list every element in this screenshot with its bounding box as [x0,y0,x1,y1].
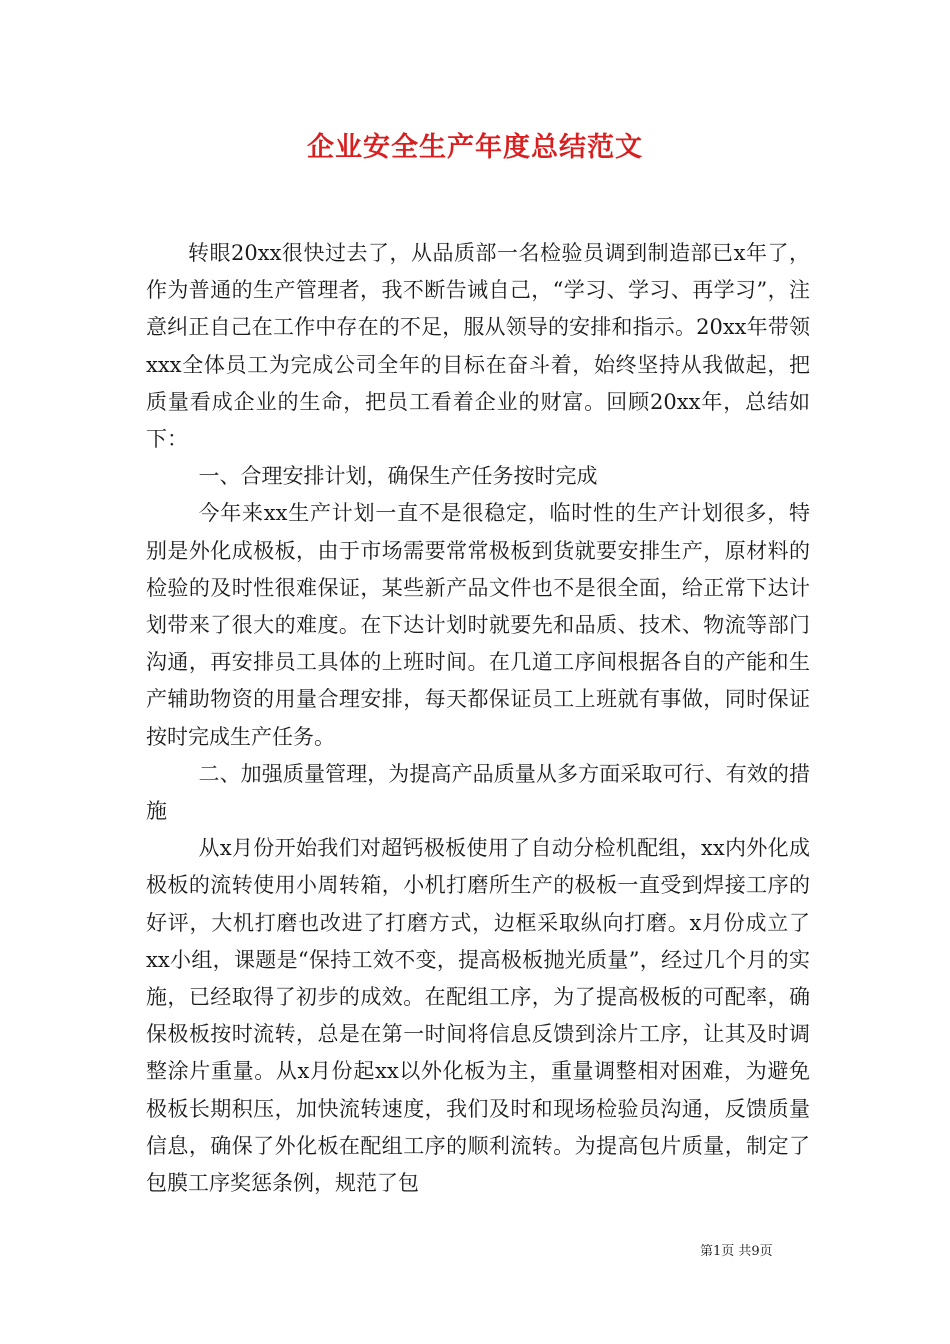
page-number: 第1页 共9页 [700,1244,773,1259]
section-heading-1: 一、合理安排计划，确保生产任务按时完成 [198,464,598,489]
paragraph-intro: 转眼20xx很快过去了，从品质部一名检验员调到制造部已x年了，作为普通的生产管理者，我不断告诫自己，“学习、学习、再学习”，注意纠正自己在工作中存在的不足，服从领导的安排和指示。20xx年带领xxx全体员工为完成公司全年的目标在奋斗着，始终坚持从我做起，把质量看成企业的生命，把员工看着企业的财富。回顾20xx年，总结如下： [146,241,810,452]
document-body [146,235,810,1202]
paragraph-section-1: 今年来xx生产计划一直不是很稳定，临时性的生产计划很多，特别是外化成极板，由于市场需要常常极板到货就要安排生产，原材料的检验的及时性很难保证，某些新产品文件也不是很全面，给正常下达计划带来了很大的难度。在下达计划时就要先和品质、技术、物流等部门沟通，再安排员工具体的上班时间。在几道工序间根据各自的产能和生产辅助物资的用量合理安排，每天都保证员工上班就有事做，同时保证按时完成生产任务。 [146,501,810,749]
paragraph-section-2: 从x月份开始我们对超钙极板使用了自动分检机配组，xx内外化成极板的流转使用小周转箱，小机打磨所生产的极板一直受到焊接工序的好评，大机打磨也改进了打磨方式，边框采取纵向打磨。x月份成立了xx小组，课题是“保持工效不变，提高极板抛光质量”，经过几个月的实施，已经取得了初步的成效。在配组工序，为了提高极板的可配率，确保极板按时流转，总是在第一时间将信息反馈到涂片工序，让其及时调整涂片重量。从x月份起xx以外化板为主，重量调整相对困难，为避免极板长期积压，加快流转速度，我们及时和现场检验员沟通，反馈质量信息，确保了外化板在配组工序的顺利流转。为提高包片质量，制定了包膜工序奖惩条例，规范了包 [146,836,810,1196]
section-heading-2: 二、加强质量管理，为提高产品质量从多方面采取可行、有效的措施 [146,761,810,824]
document-title: 企业安全生产年度总结范文 [307,132,643,163]
